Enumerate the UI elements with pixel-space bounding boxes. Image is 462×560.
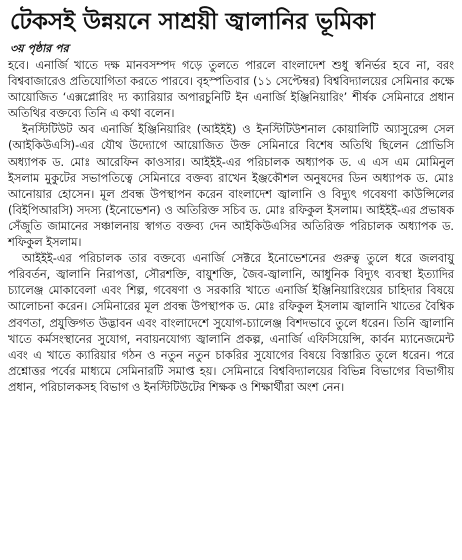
article-paragraph: আইইই-এর পরিচালক তার বক্তব্যে এনার্জি সেক্টরে ইনোভেশনের গুরুত্ব তুলে ধরে জলবায়ু পরিবর্তন, জ্বালানি নিরাপত্তা, সৌরশক্তি, বায়ুশক্তি, জৈব-জ্বালানি, আধুনিক বিদ্যুৎ ব্যবস্থা ইত্যাদির চ্যালেঞ্জ মোকাবেলা এবং শিল্প, গবেষণা ও সরকারি খাতে এনার্জি ইঞ্জিনিয়ারিংয়ের চাহিদার বিষয়ে আলোচনা করেন। সেমিনারের মূল প্রবন্ধ উপস্থাপক ড. মোঃ রফিকুল ইসলাম জ্বালানি খাতের বৈশ্বিক প্রবণতা, প্রযুক্তিগত উদ্ভাবন এবং বাংলাদেশে সুযোগ-চ্যালেঞ্জ বিশদভাবে তুলে ধরেন। তিনি জ্বালানি খাতে কর্মসংস্থানের সুযোগ, নবায়নযোগ্য জ্বালানি প্রকল্প, এনার্জি এফিসিয়েন্সি, কার্বন ম্যানেজমেন্ট এবং এ খাতে ক্যারিয়ার গঠন ও নতুন নতুন চাকরির সুযোগের বিষয়ে বিস্তারিত তুলে ধরেন। পরে প্রশ্নোত্তর পর্বের মাধ্যমে সেমিনারটি সমাপ্ত হয়। সেমিনারে বিশ্ববিদ্যালয়ের বিভিন্ন বিভাগের বিভাগীয় প্রধান, পরিচালকসহ বিভাগ ও ইনস্টিটিউটের শিক্ষক ও শিক্ষার্থীরা অংশ নেন। — [8, 252, 454, 394]
article-headline: টেকসই উন্নয়নে সাশ্রয়ী জ্বালানির ভূমিকা — [10, 9, 376, 35]
continued-from-label: ৩য় পৃষ্ঠার পর — [10, 42, 69, 55]
article-paragraph: ইনস্টিটিউট অব এনার্জি ইঞ্জিনিয়ারিং (আইইই) ও ইনস্টিটিউশনাল কোয়ালিটি অ্যাসুরেন্স সেল (আইকিউএসি)-এর যৌথ উদ্যোগে আয়োজিত উক্ত সেমিনারে বিশেষ অতিথি ছিলেন প্রোভিসি অধ্যাপক ড. মোঃ আরেফিন কাওসার। আইইই-এর পরিচালক অধ্যাপক ড. এ এস এম মোমিনুল ইসলাম মুকুটের সভাপতিত্বে সেমিনারে বক্তব্য রাখেন ইঞ্জকৌশল অনুষদের ডিন অধ্যাপক ড. মোঃ আনোয়ার হোসেন। মূল প্রবন্ধ উপস্থাপন করেন বাংলাদেশ জ্বালানি ও বিদ্যুৎ গবেষণা কাউন্সিলের (বিইপিআরসি) সদস্য (ইনোভেশন) ও অতিরিক্ত সচিব ড. মোঃ রফিকুল ইসলাম। আইইই-এর প্রভাষক সেঁজুতি জামানের সঞ্চালনায় স্বাগত বক্তব্য দেন আইকিউএসির অতিরিক্ত পরিচালক অধ্যাপক ড. শফিকুল ইসলাম। — [8, 123, 454, 250]
article-paragraph: হবে। এনার্জি খাতে দক্ষ মানবসম্পদ গড়ে তুলতে পারলে বাংলাদেশ শুধু স্বনির্ভর হবে না, বরং বিশ্ববাজারেও প্রতিযোগিতা করতে পারবে। বৃহস্পতিবার (১১ সেপ্টেম্বর) বিশ্ববিদ্যালয়ের সেমিনার কক্ষে আয়োজিত ‘এক্সপ্লোরিং দ্য ক্যারিয়ার অপারচুনিটি ইন এনার্জি ইঞ্জিনিয়ারিং’ শীর্ষক সেমিনারে প্রধান অতিথির বক্তব্যে তিনি এ কথা বলেন। — [8, 59, 454, 121]
article-body — [8, 58, 454, 396]
